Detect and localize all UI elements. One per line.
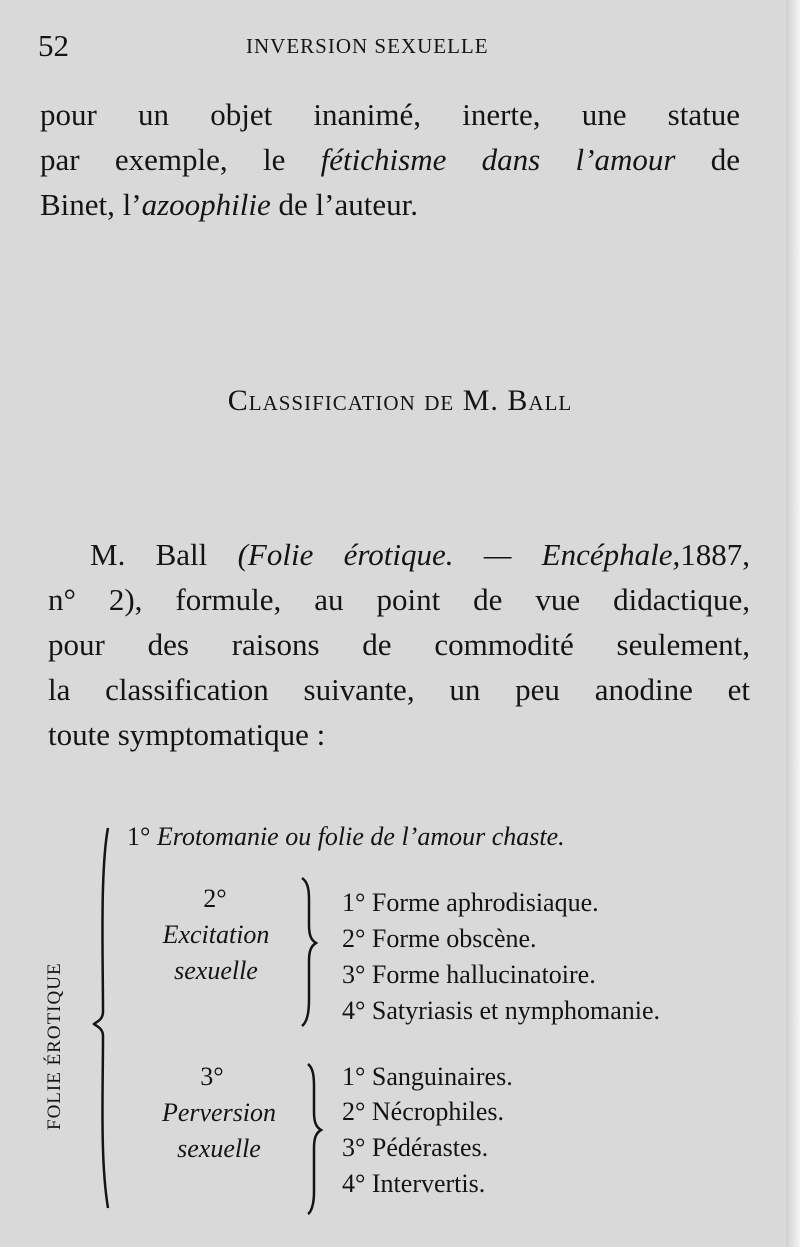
category-number: 1° — [127, 822, 151, 851]
text-line: toute symptomatique : — [48, 717, 326, 752]
text-line: n° 2), formule, au point de vue didactique, — [48, 582, 750, 617]
group-number: 2° — [203, 884, 227, 913]
text-line: pour un objet inanimé, inerte, une statue — [40, 97, 740, 132]
side-label: FOLIE ÉROTIQUE — [44, 962, 65, 1130]
running-title: INVERSION SEXUELLE — [246, 34, 489, 58]
list-item: 4° Satyriasis et nymphomanie. — [342, 996, 661, 1025]
italic-term: azoophilie — [141, 187, 271, 222]
list-item: 3° Pédérastes. — [342, 1133, 489, 1162]
section-heading: Classification de M. Ball — [227, 384, 573, 417]
main-bracket — [94, 828, 108, 1208]
list-item: 3° Forme hallucinatoire. — [342, 960, 596, 989]
list-item: 1° Forme aphrodisiaque. — [342, 888, 599, 917]
category-name: Erotomanie ou folie de l’amour chaste. — [156, 822, 565, 851]
perversion-brace — [308, 1064, 321, 1214]
group-name: sexuelle — [174, 956, 258, 985]
group-name: Excitation — [162, 920, 270, 949]
citation: (Folie érotique. — Encéphale, — [237, 537, 681, 572]
text-line: Binet, l’azoophilie de l’auteur. — [40, 187, 418, 222]
text-line: M. Ball (Folie érotique. — Encéphale,1887, — [90, 537, 751, 572]
group-name: sexuelle — [177, 1134, 261, 1163]
list-item: 4° Intervertis. — [342, 1169, 486, 1198]
text-line: la classification suivante, un peu anodine et — [48, 672, 750, 707]
text-line: par exemple, le fétichisme dans l’amour de — [40, 142, 740, 177]
list-item: 2° Forme obscène. — [342, 924, 537, 953]
italic-term: fétichisme dans l’amour — [320, 142, 676, 177]
excitation-brace — [302, 878, 316, 1026]
category-1 — [127, 822, 565, 852]
text-line: pour des raisons de commodité seulement, — [48, 627, 750, 662]
group-name: Perversion — [161, 1098, 277, 1127]
list-item: 1° Sanguinaires. — [342, 1062, 513, 1091]
page-number: 52 — [38, 28, 69, 63]
group-number: 3° — [200, 1062, 224, 1091]
list-item: 2° Nécrophiles. — [342, 1097, 505, 1126]
